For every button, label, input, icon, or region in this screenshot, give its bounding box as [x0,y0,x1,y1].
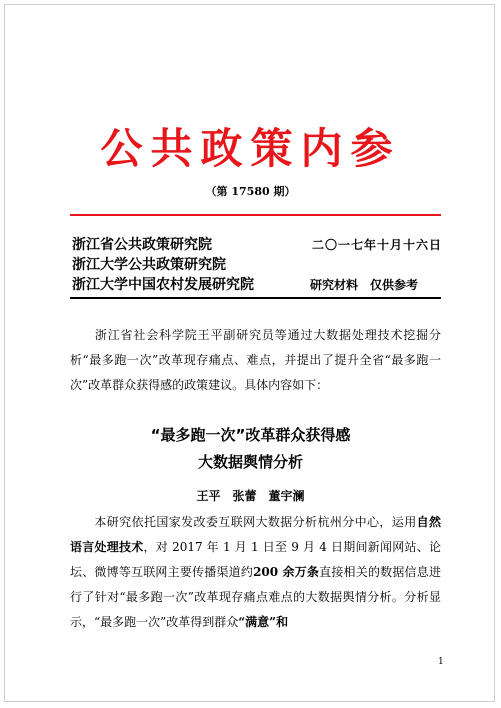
article-authors: 王平 张蕾 董宇澜 [196,489,305,503]
reference-note: 研究材料 仅供参考 [310,278,419,292]
page-number: 1 [438,657,444,667]
body-text: ，对 2017 年 1 月 1 日至 9 月 4 日期间新闻网站、论坛、微博等互联网主要传播渠道约 [70,540,441,579]
org-name: 浙江大学中国农村发展研究院 [72,277,254,293]
article-title: “最多跑一次”改革群众获得感 [150,426,351,444]
issue-date: 二〇一七年十月十六日 [312,238,443,252]
body-emphasis: 自然语言处理技术 [70,515,441,554]
issue-number: （第 17580 期） [205,185,296,198]
body-emphasis: “满意”和 [238,615,289,629]
red-divider [70,214,441,216]
org-name: 浙江大学公共政策研究院 [72,257,226,273]
intro-text: 浙江省社会科学院王平副研究员等通过大数据处理技术挖掘分析“最多跑一次”改革现存痛点、难点，并提出了提升全省“最多跑一次”改革群众获得感的政策建议。具体内容如下： [70,328,441,392]
body-text: 直接相关的数据信息进行了针对“最多跑一次”改革现存痛点难点的大数据舆情分析。分析显示，“最多跑一次”改革得到群众 [70,565,441,629]
intro-paragraph [70,323,441,398]
article-subtitle: 大数据舆情分析 [197,453,303,471]
body-text: 本研究依托国家发改委互联网大数据分析杭州分中心，运用 [94,515,417,529]
body-paragraph [70,510,441,635]
org-name: 浙江省公共政策研究院 [72,237,212,253]
masthead-title: 公共政策内参 [100,124,401,173]
body-emphasis: 200 余万条 [253,565,320,579]
black-divider [70,297,441,299]
